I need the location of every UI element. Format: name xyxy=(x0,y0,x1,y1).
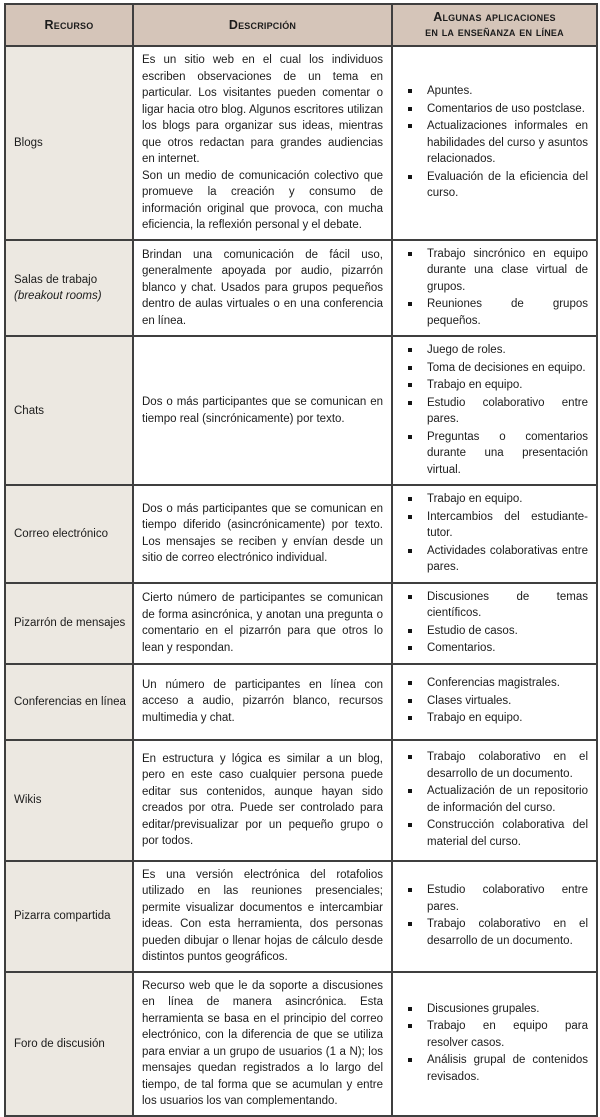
application-item xyxy=(405,101,588,118)
resource-note: (breakout rooms) xyxy=(14,289,102,302)
bullet-icon xyxy=(408,699,412,703)
resource-label: Pizarrón de mensajes xyxy=(14,617,126,629)
description-paragraph: Es un sitio web en el cual los individuos escriben observaciones de un tema en particular. Los visitantes pueden comentar o ligar hacia otro blog. Algunos escritores utilizan los blogs para organizar sus ideas, mientras que otros redactan para grandes audiencias en internet. xyxy=(142,54,383,165)
bullet-icon xyxy=(408,401,412,405)
application-text: Clases virtuales. xyxy=(427,694,512,707)
resource-cell xyxy=(5,740,133,861)
applications-list xyxy=(405,882,588,949)
bullet-icon xyxy=(408,89,412,93)
bullet-icon xyxy=(408,755,412,759)
description-paragraph: Son un medio de comunicación colectivo que promueve la creación y consumo de información original que provoca, con mucha eficiencia, la reflexión personal y el debate. xyxy=(142,169,383,231)
bullet-icon xyxy=(408,366,412,370)
header-recurso xyxy=(5,4,133,46)
applications-cell xyxy=(392,240,597,337)
application-text: Actualización de un repositorio de información del curso. xyxy=(427,785,588,814)
application-text: Trabajo en equipo. xyxy=(427,493,523,505)
application-item xyxy=(405,543,588,576)
bullet-icon xyxy=(408,549,412,553)
bullet-icon xyxy=(408,348,412,352)
application-item xyxy=(405,1052,588,1085)
row-chats xyxy=(5,336,597,485)
resource-cell xyxy=(5,972,133,1116)
application-text: Trabajo en equipo para resolver casos. xyxy=(427,1020,588,1049)
bullet-icon xyxy=(408,435,412,439)
bullet-icon xyxy=(408,497,412,501)
header-recurso-label: Recurso xyxy=(44,17,94,32)
application-text: Discusiones de temas científicos. xyxy=(427,590,588,619)
description-cell xyxy=(133,861,392,972)
bullet-icon xyxy=(408,646,412,650)
header-row xyxy=(5,4,597,46)
application-item xyxy=(405,246,588,296)
application-text: Análisis grupal de contenidos revisados. xyxy=(427,1054,588,1083)
bullet-icon xyxy=(408,383,412,387)
application-text: Actualizaciones informales en habilidades del curso y asuntos relacionados. xyxy=(427,120,588,165)
description-paragraph: Recurso web que le da soporte a discusiones en línea de manera asincrónica. Esta herramienta se basa en el principio del correo electrónico, con la diferencia de que se utiliza para enviar a un grupo de usuarios (1 a N); los mensajes quedan registrados a lo largo del tiempo, de tal forma que se acumulan y entre los usuarios los van complementando. xyxy=(142,979,383,1107)
bullet-icon xyxy=(408,302,412,306)
application-item xyxy=(405,491,588,508)
application-text: Comentarios de uso postclase. xyxy=(427,102,585,115)
description-paragraph: Un número de participantes en línea con acceso a audio, pizarrón blanco, recursos multimedia y chat. xyxy=(142,678,383,724)
row-foro-de-discusion xyxy=(5,972,597,1116)
application-text: Reuniones de grupos pequeños. xyxy=(427,298,588,327)
application-item xyxy=(405,589,588,622)
application-item xyxy=(405,916,588,949)
application-item xyxy=(405,640,588,657)
application-item xyxy=(405,296,588,329)
applications-cell xyxy=(392,740,597,861)
application-text: Preguntas o comentarios durante una presentación virtual. xyxy=(427,430,588,476)
header-aplicaciones-label-line2: en la enseñanza en línea xyxy=(425,25,564,39)
description-cell xyxy=(133,336,392,485)
application-text: Apuntes. xyxy=(427,85,473,97)
application-text: Discusiones grupales. xyxy=(427,1002,540,1015)
application-text: Juego de roles. xyxy=(427,344,506,356)
application-item xyxy=(405,429,588,479)
bullet-icon xyxy=(408,823,412,827)
applications-list xyxy=(405,589,588,657)
application-item xyxy=(405,783,588,816)
application-item xyxy=(405,377,588,394)
applications-cell xyxy=(392,861,597,972)
bullet-icon xyxy=(408,595,412,599)
application-item xyxy=(405,1001,588,1018)
applications-list xyxy=(405,675,588,727)
application-item xyxy=(405,882,588,915)
application-text: Trabajo colaborativo en el desarrollo de un documento. xyxy=(427,751,588,780)
resource-label: Foro de discusión xyxy=(14,1037,105,1050)
application-text: Estudio colaborativo entre pares. xyxy=(427,396,588,425)
description-paragraph: Es una versión electrónica del rotafolios utilizado en las reuniones presenciales; permite visualizar documentos e intercambiar ideas. Con esta herramienta, dos personas pueden dibujar o llenar hojas de cálculo desde distintos puntos geográficos. xyxy=(142,868,383,963)
application-item xyxy=(405,693,588,710)
bullet-icon xyxy=(408,175,412,179)
bullet-icon xyxy=(408,1058,412,1062)
applications-list xyxy=(405,749,588,850)
resource-label: Salas de trabajo xyxy=(14,273,98,286)
applications-cell xyxy=(392,972,597,1116)
resource-label: Pizarra compartida xyxy=(14,910,111,922)
application-text: Trabajo colaborativo en el desarrollo de un documento. xyxy=(427,918,588,947)
resource-cell xyxy=(5,664,133,740)
application-item xyxy=(405,1018,588,1051)
bullet-icon xyxy=(408,1007,412,1011)
application-item xyxy=(405,342,588,359)
application-text: Comentarios. xyxy=(427,642,496,654)
resource-cell xyxy=(5,46,133,240)
resource-cell xyxy=(5,240,133,337)
application-text: Trabajo sincrónico en equipo durante una clase virtual de grupos. xyxy=(427,247,588,293)
description-paragraph: Brindan una comunicación de fácil uso, generalmente apoyada por audio, pizarrón blanco y chat. Usados para grupos pequeños dentro de aulas virtuales o en una conferencia en línea. xyxy=(142,248,383,327)
application-item xyxy=(405,118,588,168)
application-text: Actividades colaborativas entre pares. xyxy=(427,544,588,573)
bullet-icon xyxy=(408,716,412,720)
description-cell xyxy=(133,485,392,583)
applications-list xyxy=(405,83,588,202)
applications-list xyxy=(405,246,588,330)
application-item xyxy=(405,817,588,850)
application-text: Conferencias magistrales. xyxy=(427,677,560,690)
resource-label: Blogs xyxy=(14,136,43,149)
resources-table xyxy=(4,3,598,1117)
resource-label: Correo electrónico xyxy=(14,527,108,540)
application-text: Trabajo en equipo. xyxy=(427,712,523,725)
description-paragraph: Dos o más participantes que se comunican en tiempo diferido (asincrónicamente) por texto. Los mensajes se reciben y envían desde un sitio de correo electrónico individual. xyxy=(142,502,383,565)
resource-label: Chats xyxy=(14,404,45,417)
application-item xyxy=(405,395,588,428)
row-blogs xyxy=(5,46,597,240)
header-descripcion-label: Descripción xyxy=(228,17,297,32)
application-item xyxy=(405,710,588,727)
description-cell xyxy=(133,740,392,861)
application-item xyxy=(405,360,588,377)
application-item xyxy=(405,509,588,542)
application-item xyxy=(405,675,588,692)
application-text: Estudio colaborativo entre pares. xyxy=(427,884,588,913)
application-item xyxy=(405,83,588,100)
bullet-icon xyxy=(408,888,412,892)
application-item xyxy=(405,169,588,202)
row-pizarron-de-mensajes xyxy=(5,583,597,664)
bullet-icon xyxy=(408,681,412,685)
application-text: Construcción colaborativa del material del curso. xyxy=(427,819,588,848)
bullet-icon xyxy=(408,1024,412,1028)
application-text: Toma de decisiones en equipo. xyxy=(427,361,586,374)
bullet-icon xyxy=(408,124,412,128)
row-correo-electronico xyxy=(5,485,597,583)
application-text: Evaluación de la eficiencia del curso. xyxy=(427,170,588,199)
description-cell xyxy=(133,972,392,1116)
application-item xyxy=(405,749,588,782)
row-wikis xyxy=(5,740,597,861)
description-paragraph: En estructura y lógica es similar a un blog, pero en este caso cualquier persona puede editar sus contenidos, aunque hayan sido creados por otra. Puede ser controlado para editar/previsualizar por un pequeño grupo o por todos. xyxy=(142,752,383,847)
applications-list xyxy=(405,1001,588,1086)
description-cell xyxy=(133,240,392,337)
applications-cell xyxy=(392,583,597,664)
applications-list xyxy=(405,342,588,478)
resource-cell xyxy=(5,485,133,583)
description-paragraph: Dos o más participantes que se comunican en tiempo real (sincrónicamente) por texto. xyxy=(142,396,383,425)
resource-cell xyxy=(5,583,133,664)
description-paragraph: Cierto número de participantes se comunican de forma asincrónica, y anotan una pregunta o comentario en el pizarrón para que otros lo lean y respondan. xyxy=(142,592,383,654)
row-conferencias-en-linea xyxy=(5,664,597,740)
bullet-icon xyxy=(408,252,412,256)
description-cell xyxy=(133,664,392,740)
applications-list xyxy=(405,491,588,576)
resource-label: Wikis xyxy=(14,794,42,806)
applications-cell xyxy=(392,46,597,240)
applications-cell xyxy=(392,664,597,740)
bullet-icon xyxy=(408,922,412,926)
description-cell xyxy=(133,46,392,240)
description-cell xyxy=(133,583,392,664)
application-text: Estudio de casos. xyxy=(427,624,518,637)
bullet-icon xyxy=(408,789,412,793)
row-pizarra-compartida xyxy=(5,861,597,972)
application-item xyxy=(405,623,588,640)
application-text: Trabajo en equipo. xyxy=(427,379,523,391)
resource-label: Conferencias en línea xyxy=(14,695,126,708)
resource-cell xyxy=(5,336,133,485)
header-aplicaciones xyxy=(392,4,597,46)
row-salas-de-trabajo xyxy=(5,240,597,337)
applications-cell xyxy=(392,336,597,485)
resource-cell xyxy=(5,861,133,972)
bullet-icon xyxy=(408,107,412,111)
bullet-icon xyxy=(408,515,412,519)
application-text: Intercambios del estudiante-tutor. xyxy=(427,510,588,539)
header-aplicaciones-label-line1: Algunas aplicaciones xyxy=(433,10,556,24)
bullet-icon xyxy=(408,629,412,633)
header-descripcion xyxy=(133,4,392,46)
applications-cell xyxy=(392,485,597,583)
